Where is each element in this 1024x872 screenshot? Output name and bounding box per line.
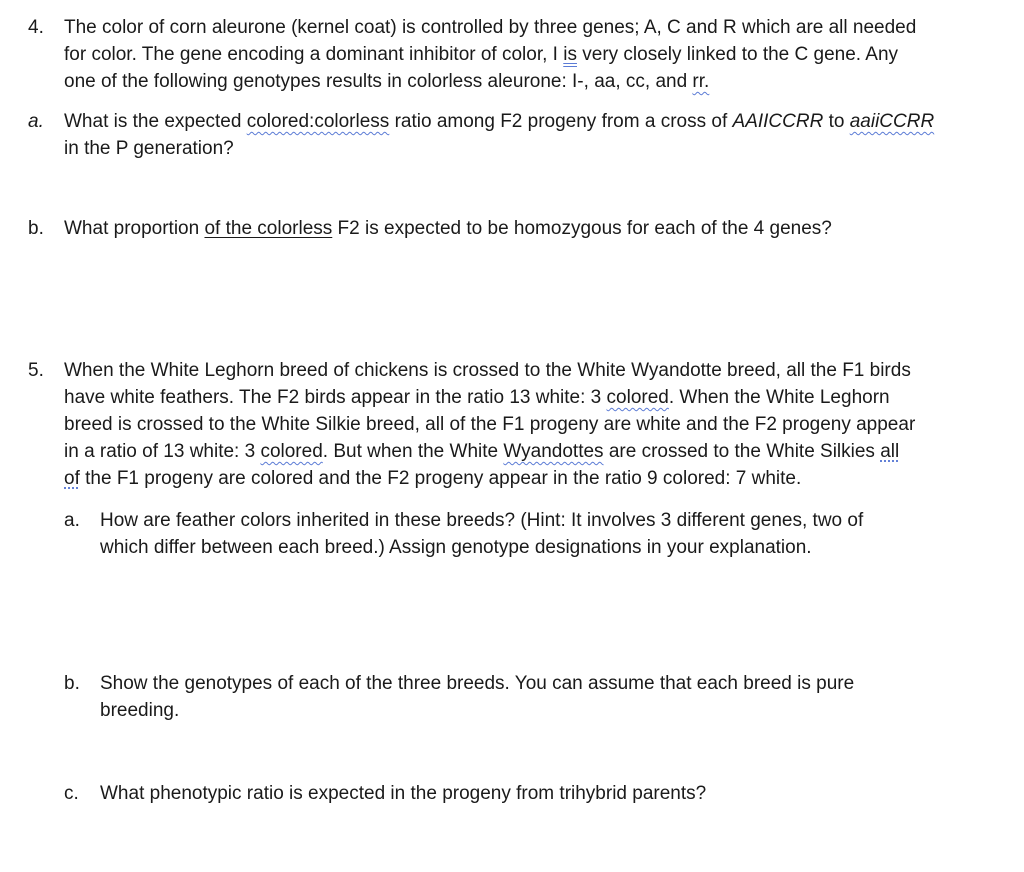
spelling-flag-colored: colored [606,387,669,408]
question-5a-marker: a. [64,510,80,531]
genotype-parent-1: AAIICCRR [732,111,824,132]
question-4a-line-1: What is the expected colored:colorless ratio among F2 progeny from a cross of AAIICCRR to aaiiCCRR [64,111,935,132]
question-5-number: 5. [28,360,44,381]
question-5-line-5: of the F1 progeny are colored and the F2 progeny appear in the ratio 9 colored: 7 white. [64,468,802,489]
grammar-flag-all: all [880,441,900,462]
grammar-flag-is: is [563,44,577,65]
question-4b [0,215,1024,245]
question-5-line-4: in a ratio of 13 white: 3 colored. But when the White Wyandottes are crossed to the White Silkies all [64,441,900,462]
question-4b-text: What proportion of the colorless F2 is expected to be homozygous for each of the 4 genes? [64,218,832,239]
question-5-text [64,357,990,492]
question-4a-line-2: in the P generation? [64,138,234,159]
question-5-line-3: breed is crossed to the White Silkie breed, all of the F1 progeny are white and the F2 progeny appear [64,414,916,435]
question-5c-line-1: What phenotypic ratio is expected in the progeny from trihybrid parents? [100,783,707,804]
spelling-flag-wyandottes: Wyandottes [503,441,604,462]
question-5 [0,357,1024,497]
question-5-line-1: When the White Leghorn breed of chickens is crossed to the White Wyandotte breed, all the F1 birds [64,360,911,381]
spelling-flag-colored-2: colored [260,441,323,462]
question-4a [0,108,1024,166]
question-4-line-1: The color of corn aleurone (kernel coat) is controlled by three genes; A, C and R which are all needed [64,17,917,38]
question-4-number: 4. [28,17,44,38]
question-5a-line-2: which differ between each breed.) Assign genotype designations in your explanation. [100,537,812,558]
question-4-text [64,14,990,95]
question-5c-text [100,780,990,807]
spelling-flag-ratio: colored:colorless [246,111,390,132]
question-5b-line-2: breeding. [100,700,180,721]
question-5a-text [100,507,990,561]
question-5b-text [100,670,990,724]
genotype-parent-2: aaiiCCRR [849,111,935,132]
spelling-flag-rr: rr. [692,71,710,92]
grammar-flag-of: of [64,468,80,489]
underlined-phrase: of the colorless [204,218,333,239]
question-4-line-2: for color. The gene encoding a dominant inhibitor of color, I is very closely linked to the C gene. Any [64,44,899,65]
question-5a [0,507,1024,565]
question-5c [0,780,1024,810]
question-4 [0,14,1024,99]
question-4b-marker: b. [28,218,44,239]
question-5c-marker: c. [64,783,79,804]
question-5b [0,670,1024,728]
question-4a-marker: a. [28,111,44,132]
question-5a-line-1: How are feather colors inherited in these breeds? (Hint: It involves 3 different genes, two of [100,510,864,531]
question-4a-text [64,108,990,162]
question-5b-line-1: Show the genotypes of each of the three breeds. You can assume that each breed is pure [100,673,855,694]
question-5b-marker: b. [64,673,80,694]
question-4-line-3: one of the following genotypes results in colorless aleurone: I-, aa, cc, and rr. [64,71,710,92]
question-5-line-2: have white feathers. The F2 birds appear in the ratio 13 white: 3 colored. When the White Leghorn [64,387,890,408]
